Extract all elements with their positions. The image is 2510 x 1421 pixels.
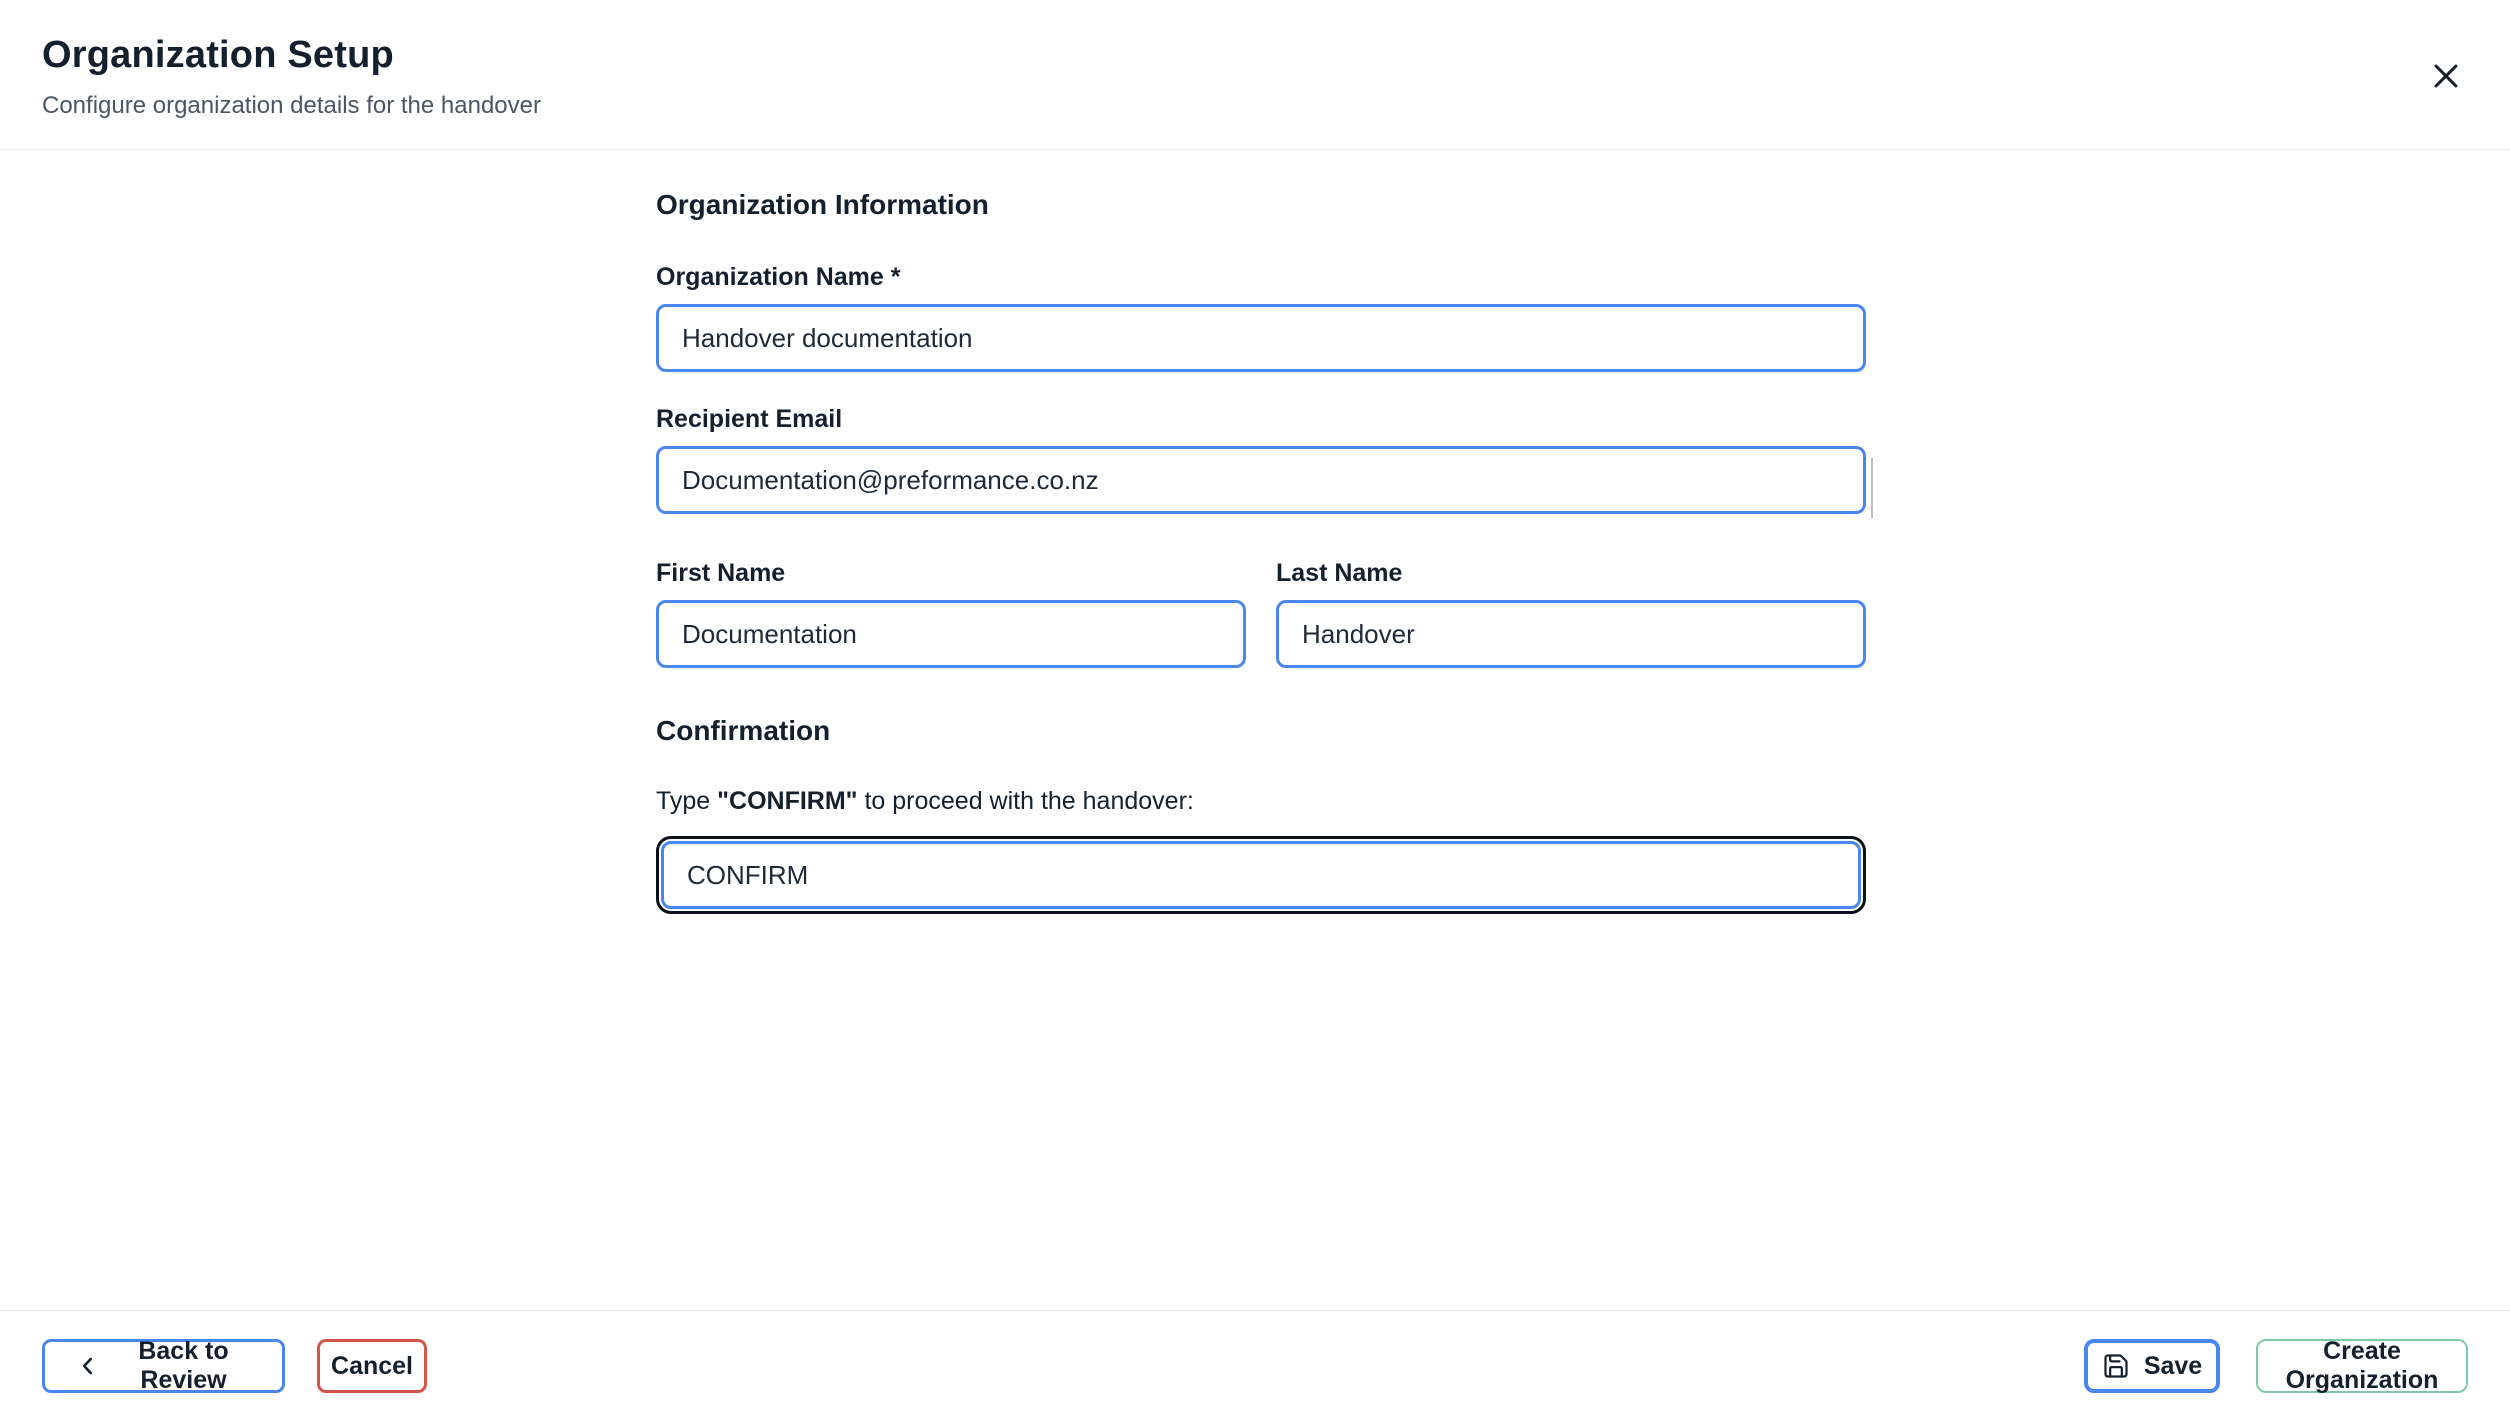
- page-subtitle: Configure organization details for the handover: [42, 92, 541, 119]
- first-name-label: First Name: [656, 559, 786, 587]
- cancel-label: Cancel: [331, 1351, 413, 1380]
- save-icon: [2102, 1352, 2130, 1380]
- confirm-instruction-suffix: to proceed with the handover:: [857, 787, 1194, 815]
- confirm-input-focus-ring: [656, 836, 1866, 914]
- org-name-label: Organization Name *: [656, 263, 901, 291]
- first-name-input[interactable]: [656, 600, 1246, 668]
- close-button[interactable]: [2422, 52, 2470, 100]
- create-organization-button[interactable]: [2256, 1339, 2468, 1393]
- back-to-review-button[interactable]: [42, 1339, 285, 1393]
- dialog-header: [0, 0, 2510, 150]
- section-organization-information: Organization Information: [656, 189, 989, 220]
- save-button[interactable]: [2084, 1339, 2220, 1393]
- page-title: Organization Setup: [42, 34, 394, 76]
- save-label: Save: [2143, 1351, 2203, 1380]
- vertical-line-artifact: [1871, 458, 1873, 518]
- create-organization-label: Create Organization: [2285, 1337, 2439, 1394]
- recipient-email-label: Recipient Email: [656, 405, 843, 433]
- org-name-input[interactable]: [656, 304, 1866, 372]
- confirm-instruction-prefix: Type: [656, 787, 718, 815]
- footer-left-buttons: [42, 1339, 427, 1393]
- confirm-input[interactable]: [661, 841, 1861, 909]
- section-confirmation: Confirmation: [656, 715, 831, 746]
- dialog-body: [0, 151, 2510, 914]
- recipient-email-input[interactable]: [656, 446, 1866, 514]
- last-name-label: Last Name: [1276, 559, 1403, 587]
- cancel-button[interactable]: [317, 1339, 427, 1393]
- chevron-left-icon: [75, 1353, 101, 1379]
- confirm-instruction-keyword: "CONFIRM": [717, 787, 858, 815]
- dialog-footer: [0, 1310, 2510, 1421]
- footer-right-buttons: [2084, 1339, 2468, 1393]
- close-icon: [2429, 59, 2463, 93]
- back-to-review-label: Back to Review: [138, 1337, 229, 1394]
- last-name-input[interactable]: [1276, 600, 1866, 668]
- confirm-instruction: [656, 786, 1866, 816]
